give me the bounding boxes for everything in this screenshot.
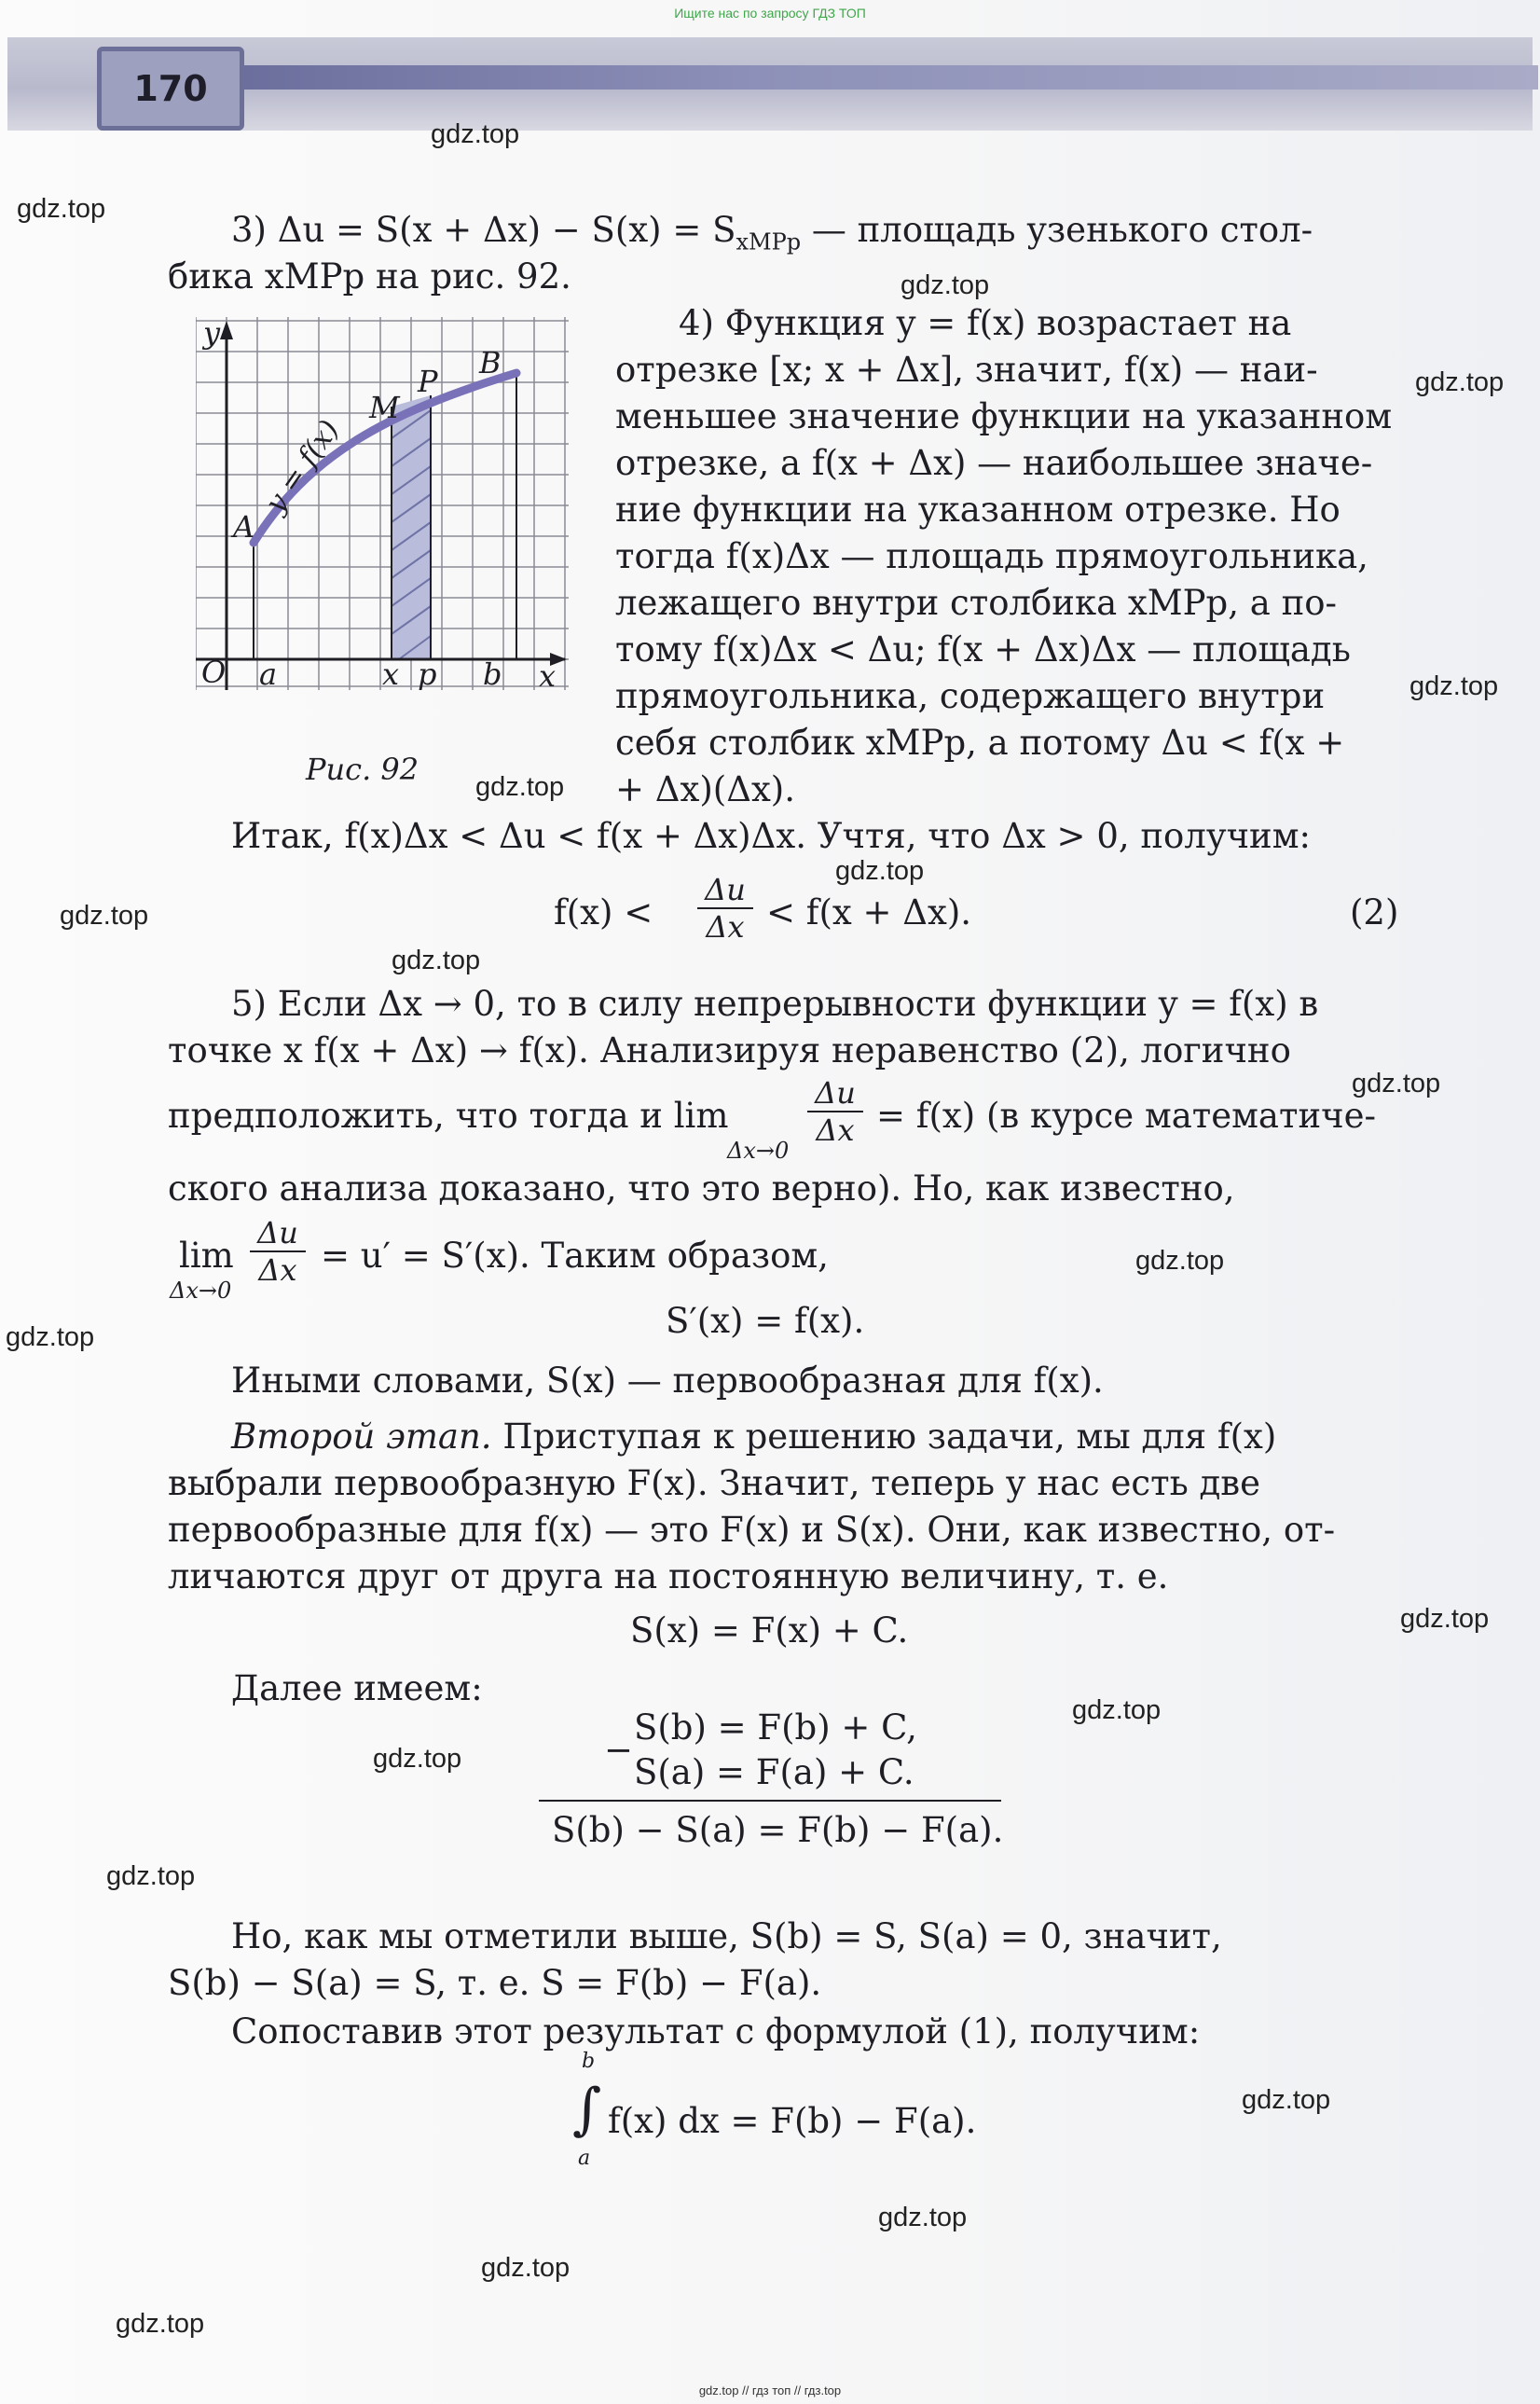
text-line: прямоугольника, содержащего внутри — [615, 676, 1326, 716]
figure-label-x: x — [382, 656, 400, 690]
top-banner: Ищите нас по запросу ГДЗ ТОП — [674, 6, 866, 21]
text-line: S(x) = F(x) + C. — [630, 1610, 909, 1651]
text-line: Сопоставив этот результат с формулой (1), получим: — [231, 2011, 1201, 2052]
subtraction-minus: − — [604, 1730, 634, 1770]
integral-formula: f(x) dx = F(b) − F(a). — [608, 2101, 977, 2141]
page-header-stripe — [233, 65, 1538, 90]
watermark: gdz.top — [481, 2253, 571, 2283]
text-line: 5) Если Δx → 0, то в силу непрерывности функции y = f(x) в — [231, 984, 1319, 1024]
text-line: первообразные для f(x) — это F(x) и S(x). Они, как известно, от- — [168, 1510, 1336, 1550]
figure-label-y-axis: y — [203, 317, 221, 351]
text-line: + Δx)(Δx). — [615, 769, 796, 809]
text-line: S(b) − S(a) = S, т. е. S = F(b) − F(a). — [168, 1963, 822, 2003]
bottom-banner: gdz.top // гдз топ // гдз.top — [698, 2383, 842, 2397]
text-line: Второй этап. Приступая к решению задачи, мы для f(x) — [231, 1416, 1277, 1457]
text-line: = f(x) (в курсе математиче- — [876, 1096, 1376, 1136]
text-line: Иными словами, S(x) — первообразная для f(x). — [231, 1361, 1104, 1401]
text-line: лежащего внутри столбика xMPp, а по- — [615, 583, 1338, 623]
text-line: отрезке [x; x + Δx], значит, f(x) — наи- — [615, 350, 1318, 390]
integral-upper-limit: b — [582, 2050, 596, 2073]
limit-subscript: Δx→0 — [170, 1278, 232, 1304]
page-number: 170 — [97, 47, 244, 131]
limit-fraction: $\frac{\Delta u}{\Delta x}$ — [807, 1075, 863, 1149]
figure-label-M: M — [369, 390, 400, 425]
watermark: gdz.top — [431, 119, 520, 149]
figure-label-A: A — [233, 509, 255, 545]
watermark: gdz.top — [475, 772, 565, 802]
watermark: gdz.top — [6, 1322, 95, 1352]
watermark: gdz.top — [1242, 2085, 1331, 2115]
integral-sign: ∫ — [572, 2077, 602, 2142]
text-line: отрезке, а f(x + Δx) — наибольшее значе- — [615, 443, 1373, 483]
watermark: gdz.top — [1400, 1604, 1490, 1634]
text-line: 3) $\Delta u = S(x + \Delta x) - S(x) = S_{xMPp}$ — площадь узенького стол- — [231, 210, 1313, 256]
equation-2-tag: (2) — [1350, 892, 1399, 933]
watermark: gdz.top — [392, 946, 481, 975]
text-line: меньшее значение функции на указанном — [615, 396, 1393, 436]
text-line: Но, как мы отметили выше, S(b) = S, S(a) = 0, значит, — [231, 1916, 1222, 1956]
watermark: gdz.top — [1135, 1246, 1225, 1276]
figure-label-b: b — [483, 656, 502, 690]
subtraction-line-1: S(b) = F(b) + C, — [634, 1707, 917, 1748]
text-line: выбрали первообразную F(x). Значит, теперь у нас есть две — [168, 1463, 1261, 1503]
figure-curve-label: y = f(x) — [258, 414, 347, 519]
watermark: gdz.top — [60, 901, 149, 931]
subtraction-rule — [539, 1800, 1001, 1802]
text-line: бика xMPp на рис. 92. — [168, 256, 571, 297]
text-line: ние функции на указанном отрезке. Но — [615, 490, 1341, 530]
text-line: lim — [179, 1236, 234, 1276]
text-line: = u′ = S′(x). Таким образом, — [321, 1236, 829, 1276]
figure-label-origin: O — [201, 655, 227, 690]
watermark: gdz.top — [1409, 671, 1499, 701]
figure-label-p: p — [418, 656, 437, 690]
figure-caption: Рис. 92 — [306, 752, 419, 787]
text-line: себя столбик xMPp, а потому Δu < f(x + — [615, 723, 1345, 763]
figure-label-P: P — [418, 364, 438, 399]
text-line: точке x f(x + Δx) → f(x). Анализируя неравенство (2), логично — [168, 1030, 1291, 1071]
watermark: gdz.top — [901, 270, 990, 300]
watermark: gdz.top — [878, 2203, 968, 2232]
text-line: 4) Функция y = f(x) возрастает на — [679, 303, 1292, 343]
watermark: gdz.top — [1415, 367, 1505, 397]
figure-label-x-axis: x — [539, 658, 557, 690]
watermark: gdz.top — [1352, 1069, 1441, 1098]
watermark: gdz.top — [835, 856, 925, 886]
watermark: gdz.top — [373, 1744, 462, 1774]
subtraction-result: S(b) − S(a) = F(b) − F(a). — [552, 1810, 1004, 1850]
figure-label-B: B — [479, 345, 502, 380]
equation-2-left: f(x) < — [554, 892, 653, 933]
integral-lower-limit: a — [578, 2147, 591, 2170]
equation-2-right: < f(x + Δx). — [766, 892, 972, 933]
watermark: gdz.top — [116, 2309, 205, 2339]
figure-92-graph — [196, 317, 569, 690]
text-line: предположить, что тогда и lim — [168, 1096, 729, 1136]
subtraction-line-2: S(a) = F(a) + C. — [634, 1752, 914, 1792]
text-line: Итак, f(x)Δx < Δu < f(x + Δx)Δx. Учтя, что Δx > 0, получим: — [231, 816, 1311, 856]
figure-label-a: a — [259, 656, 278, 690]
text-line: тому f(x)Δx < Δu; f(x + Δx)Δx — площадь — [615, 629, 1351, 670]
limit-subscript: Δx→0 — [727, 1138, 790, 1164]
text-line: Далее имеем: — [231, 1668, 483, 1708]
text-line: личаются друг от друга на постоянную величину, т. е. — [168, 1556, 1169, 1596]
text-line: S′(x) = f(x). — [666, 1301, 865, 1341]
text-line: тогда f(x)Δx — площадь прямоугольника, — [615, 536, 1368, 576]
limit-fraction: $\frac{\Delta u}{\Delta x}$ — [250, 1215, 306, 1289]
watermark: gdz.top — [1072, 1695, 1162, 1725]
equation-2-fraction: $\frac{\Delta u}{\Delta x}$ — [697, 872, 753, 946]
watermark: gdz.top — [106, 1861, 196, 1891]
text-line: ского анализа доказано, что это верно). Но, как известно, — [168, 1168, 1235, 1209]
watermark: gdz.top — [17, 194, 106, 224]
